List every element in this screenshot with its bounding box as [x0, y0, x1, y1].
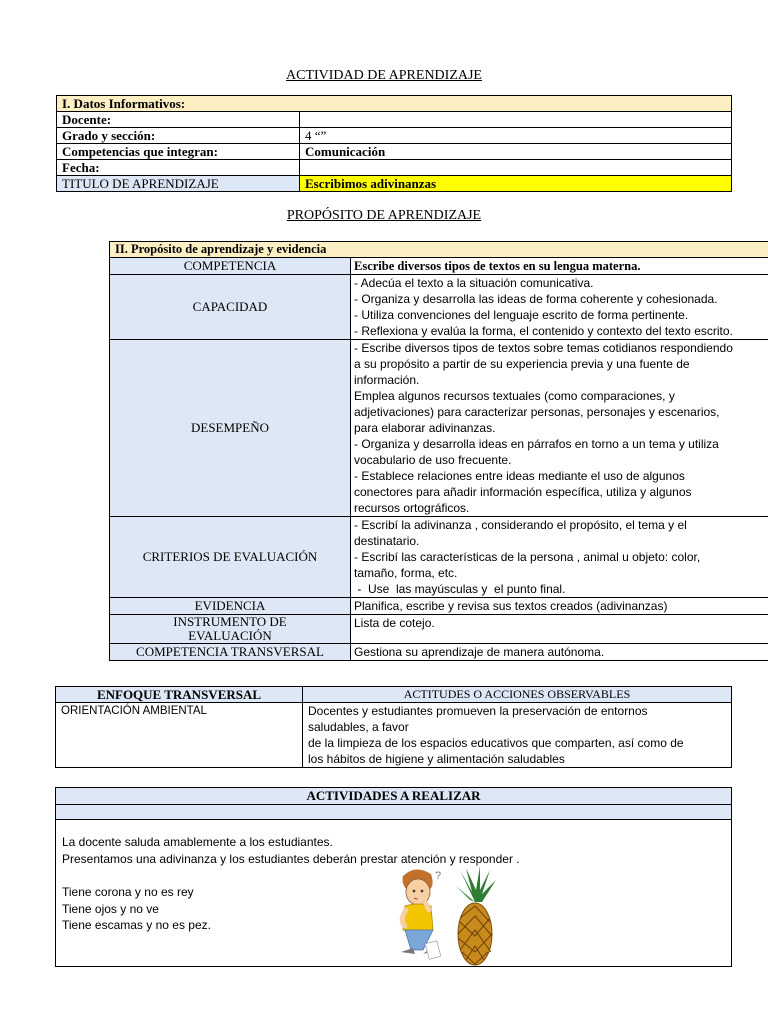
capacidad-line: - Utiliza convenciones del lenguaje escrito de forma pertinente. — [354, 308, 689, 322]
enfoque-header-row — [56, 687, 732, 703]
actividades-intro — [62, 834, 520, 867]
actitud-line: los hábitos de higiene y alimentación saludables — [308, 752, 565, 766]
table-row — [57, 144, 732, 160]
instrumento-label-line: EVALUACIÓN — [188, 628, 272, 643]
desempeno-line: recursos ortográficos. — [354, 501, 470, 515]
table-row — [57, 160, 732, 176]
desempeno-line: - Escribe diversos tipos de textos sobre temas cotidianos respondiendo — [354, 341, 733, 355]
desempeno-line: conectores para añadir información específica, utiliza y algunos — [354, 485, 692, 499]
instrumento-row — [110, 615, 768, 644]
criterio-line: destinatario. — [354, 534, 420, 548]
grado-label: Grado y sección: — [57, 128, 300, 144]
criterios-label: CRITERIOS DE EVALUACIÓN — [110, 517, 351, 598]
datos-header-row — [57, 96, 732, 112]
actitudes-header: ACTITUDES O ACCIONES OBSERVABLES — [303, 687, 732, 703]
proposito-table — [109, 241, 768, 661]
proposito-header: II. Propósito de aprendizaje y evidencia — [110, 242, 768, 258]
evidencia-value: Planifica, escribe y revisa sus textos creados (adivinanzas) — [351, 598, 768, 615]
criterio-line: tamaño, forma, etc. — [354, 566, 458, 580]
enfoque-value: ORIENTACIÓN AMBIENTAL — [56, 703, 303, 768]
transversal-label: COMPETENCIA TRANSVERSAL — [110, 644, 351, 661]
riddle-text — [62, 884, 211, 934]
capacidad-line: - Organiza y desarrolla las ideas de forma coherente y cohesionada. — [354, 292, 718, 306]
svg-text:?: ? — [435, 870, 442, 882]
desempeno-line: vocabulario de uso frecuente. — [354, 453, 512, 467]
actitud-line: saludables, a favor — [308, 720, 409, 734]
competencias-label: Competencias que integran: — [57, 144, 300, 160]
docente-value — [300, 112, 732, 128]
desempeno-line: a su propósito a partir de su experiencia previa y una fuente de — [354, 357, 690, 371]
criterio-line: - Escribí las características de la persona , animal u objeto: color, — [354, 550, 701, 564]
titulo-value: Escribimos adivinanzas — [300, 176, 732, 192]
enfoque-header: ENFOQUE TRANSVERSAL — [56, 687, 303, 703]
desempeno-line: Emplea algunos recursos textuales (como comparaciones, y — [354, 389, 675, 403]
actividades-subheader — [56, 805, 731, 820]
table-row — [57, 112, 732, 128]
capacidad-line: - Reflexiona y evalúa la forma, el contenido y contexto del texto escrito. — [354, 324, 733, 338]
riddle-line: Tiene escamas y no es pez. — [62, 918, 211, 932]
desempeno-line: - Organiza y desarrolla ideas en párrafos en torno a un tema y utiliza — [354, 437, 719, 451]
capacidad-value — [351, 275, 768, 340]
enfoque-row — [56, 703, 732, 768]
evidencia-row — [110, 598, 768, 615]
capacidad-row — [110, 275, 768, 340]
datos-informativos-table — [56, 95, 732, 192]
evidencia-label: EVIDENCIA — [110, 598, 351, 615]
table-row — [57, 128, 732, 144]
criterio-line: - Use las mayúsculas y el punto final. — [354, 582, 566, 596]
desempeno-value — [351, 340, 768, 517]
page-title: ACTIVIDAD DE APRENDIZAJE — [286, 68, 482, 83]
instrumento-label-line: INSTRUMENTO DE — [173, 614, 287, 629]
criterios-row — [110, 517, 768, 598]
thinking-child-illustration — [393, 866, 449, 962]
intro-line: La docente saluda amablemente a los estudiantes. — [62, 835, 333, 849]
desempeno-line: - Establece relaciones entre ideas mediante el uso de algunos — [354, 469, 685, 483]
competencia-value: Escribe diversos tipos de textos en su lengua materna. — [351, 258, 768, 275]
criterios-value — [351, 517, 768, 598]
intro-line: Presentamos una adivinanza y los estudiantes deberán prestar atención y responder . — [62, 851, 520, 866]
desempeno-row — [110, 340, 768, 517]
instrumento-value: Lista de cotejo. — [351, 615, 768, 644]
proposito-title: PROPÓSITO DE APRENDIZAJE — [286, 208, 482, 223]
actividades-header: ACTIVIDADES A REALIZAR — [56, 788, 731, 805]
riddle-line: Tiene corona y no es rey — [62, 885, 194, 899]
desempeno-line: adjetivaciones) para caracterizar personas, personajes y escenarios, — [354, 405, 720, 419]
desempeno-line: para elaborar adivinanzas. — [354, 421, 496, 435]
docente-label: Docente: — [57, 112, 300, 128]
instrumento-label — [110, 615, 351, 644]
criterio-line: - Escribí la adivinanza , considerando el propósito, el tema y el — [354, 518, 687, 532]
actitud-line: Docentes y estudiantes promueven la preservación de entornos — [308, 704, 648, 718]
transversal-value: Gestiona su aprendizaje de manera autónoma. — [351, 644, 768, 661]
actitud-line: de la limpieza de los espacios educativos que comparten, así como de — [308, 736, 684, 750]
transversal-row — [110, 644, 768, 661]
datos-header: I. Datos Informativos: — [57, 96, 732, 112]
enfoque-table — [55, 686, 732, 768]
titulo-row — [57, 176, 732, 192]
fecha-value — [300, 160, 732, 176]
competencia-label: COMPETENCIA — [110, 258, 351, 275]
pineapple-illustration — [452, 866, 498, 968]
desempeno-label: DESEMPEÑO — [110, 340, 351, 517]
actitudes-value — [303, 703, 732, 768]
titulo-label: TITULO DE APRENDIZAJE — [57, 176, 300, 192]
desempeno-line: información. — [354, 373, 420, 387]
competencia-row — [110, 258, 768, 275]
capacidad-label: CAPACIDAD — [110, 275, 351, 340]
fecha-label: Fecha: — [57, 160, 300, 176]
riddle-line: Tiene ojos y no ve — [62, 901, 159, 916]
capacidad-line: - Adecúa el texto a la situación comunicativa. — [354, 276, 594, 290]
proposito-header-row — [110, 242, 768, 258]
competencias-value: Comunicación — [300, 144, 732, 160]
grado-value: 4 “” — [300, 128, 732, 144]
